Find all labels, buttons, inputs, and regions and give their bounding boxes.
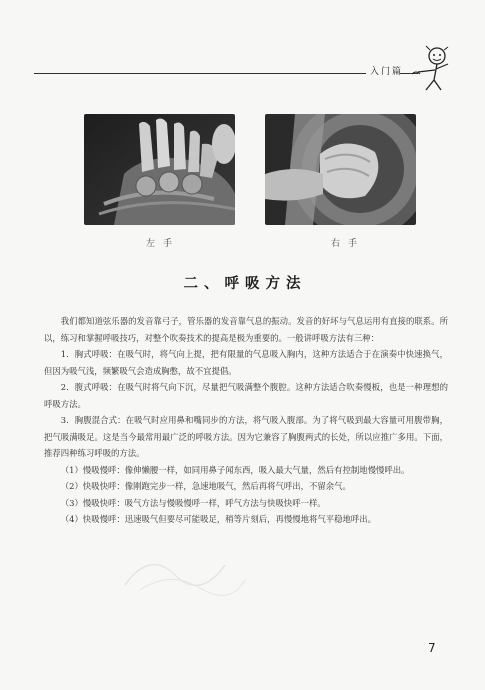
- paragraph: （3）慢吸快呼：吸气方法与慢吸慢呼一样，呼气方法与快吸快呼一样。: [60, 497, 326, 508]
- paragraph: （4）快吸慢呼：迅速吸气但要尽可能吸足，稍等片刻后，再慢慢地将气平稳地呼出。: [60, 514, 376, 524]
- paragraph: 2．腹式呼吸：在吸气时将气向下沉，尽量把气吸满整个腹腔。这种方法适合吹奏慢板，也是一种理想的呼吸方法。: [44, 382, 448, 409]
- paragraph: 我们都知道弦乐器的发音靠弓子，管乐器的发音靠气息的振动。发音的好坏与气息运用有直接的联系。所以，练习和掌握呼吸技巧，对整个吹奏技术的提高是极为重要的。一般讲呼吸方法有三种：: [44, 316, 448, 343]
- paragraph: （1）慢吸慢呼：像伸懒腰一样，如同用鼻子闻东西，吸入最大气量，然后有控制地慢慢呼出。: [60, 464, 410, 475]
- left-photo-caption: 左手: [146, 239, 181, 249]
- left-hand-photo: [84, 114, 235, 225]
- body-text: [44, 313, 448, 528]
- right-hand-photo: [265, 114, 416, 225]
- cartoon-mascot-icon: [410, 44, 452, 94]
- paragraph: （2）快吸快呼：像刚跑完步一样，急速地吸气，然后再将气呼出，不留余气。: [60, 481, 351, 491]
- paragraph: 3．胸腹混合式：在吸气时应用鼻和嘴同步的方法，将气吸入腹部。为了将气吸到最大容量可用腹带胸，把气吸满吸足。这是当今最常用最广泛的呼吸方法。因为它兼容了胸腹两式的长处，所以应推广多用。下面，推荐四种练习呼吸的方法。: [44, 415, 448, 458]
- page-number: 7: [428, 641, 436, 655]
- section-tag: 入门篇: [370, 67, 404, 77]
- paragraph: 1．胸式呼吸：在吸气时，将气向上提，把有限量的气息吸入胸内，这种方法适合于在演奏中快速换气，但因为吸气浅，频繁吸气会造成胸憋，故不宜提倡。: [44, 349, 448, 376]
- section-title: 二、呼吸方法: [183, 276, 307, 292]
- right-photo-caption: 右手: [331, 239, 366, 249]
- header-rule: [34, 73, 366, 74]
- faint-watermark: [120, 540, 250, 600]
